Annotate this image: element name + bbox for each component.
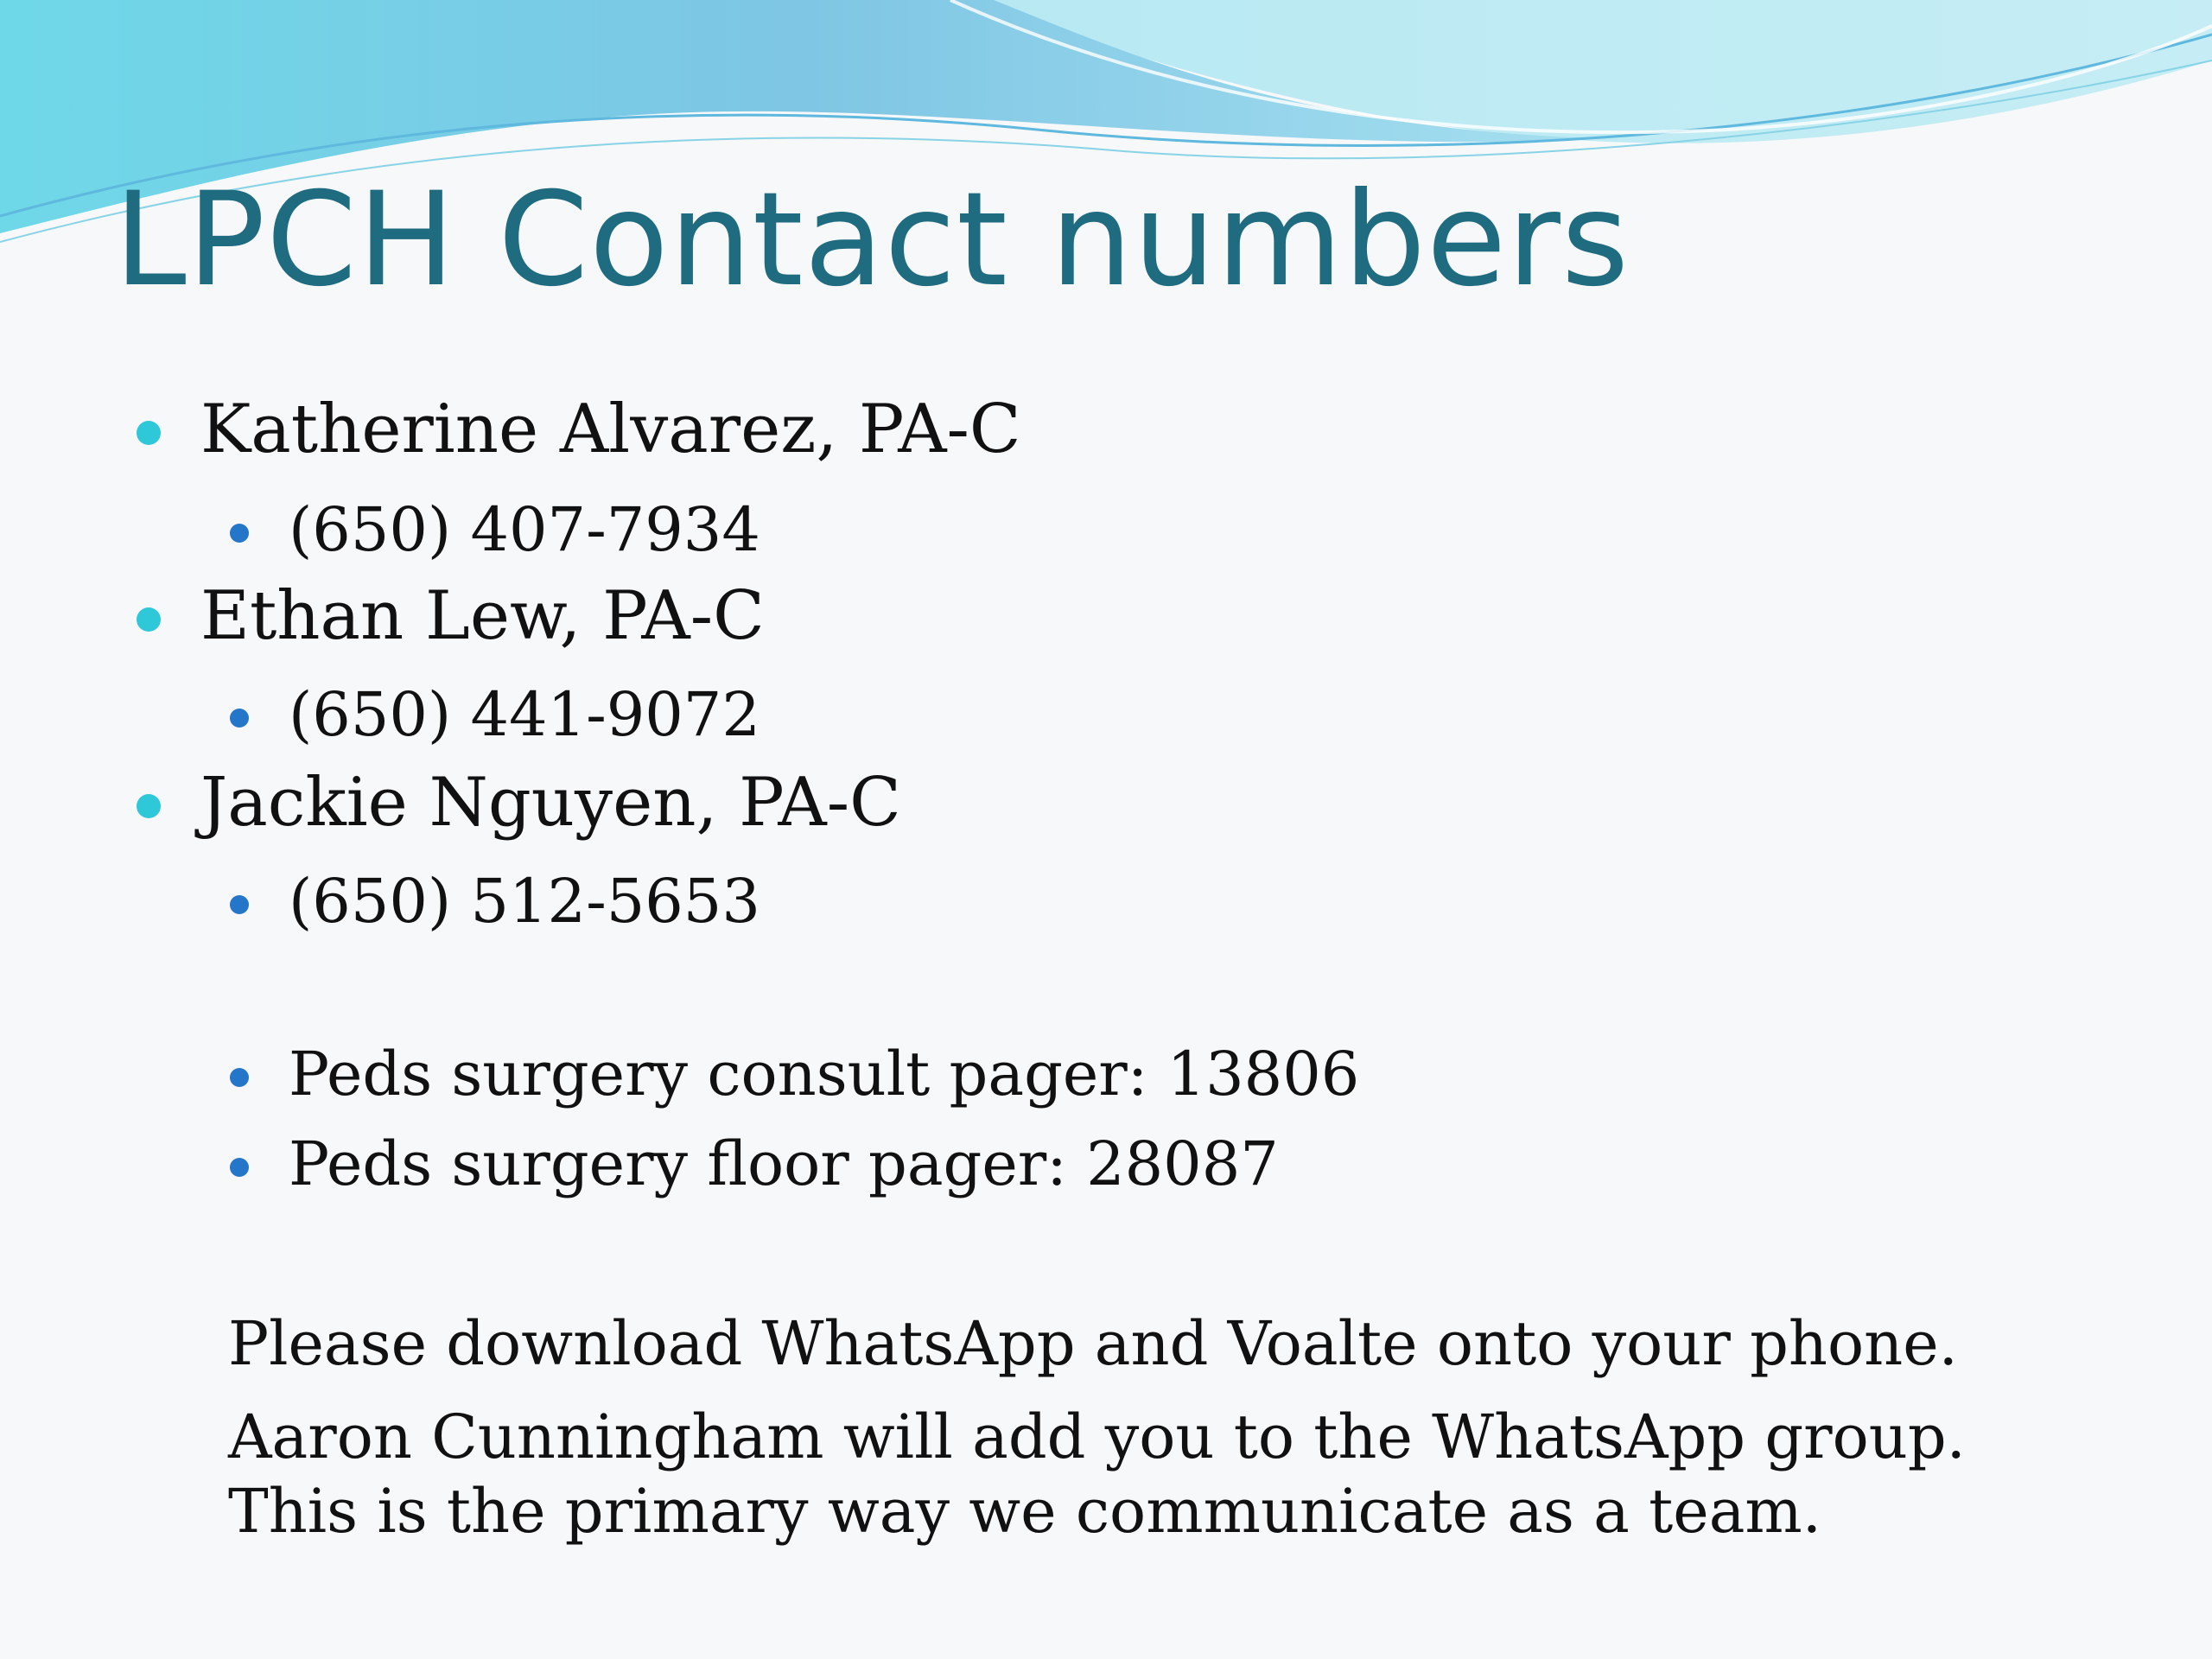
bullet-icon [137, 794, 161, 818]
bullet-icon [137, 421, 161, 445]
contact-phone: (650) 441-9072 [289, 679, 760, 750]
pager-text: Peds surgery consult pager: 13806 [289, 1039, 1360, 1109]
pager-row [230, 1128, 1279, 1199]
slide-title: LPCH Contact numbers [114, 165, 1630, 315]
contact-phone: (650) 407-7934 [289, 494, 760, 565]
pager-text: Peds surgery floor pager: 28087 [289, 1128, 1279, 1199]
bullet-icon [230, 709, 249, 728]
contact-name-row [137, 391, 1021, 468]
pager-row [230, 1039, 1359, 1109]
bullet-icon [230, 1068, 249, 1087]
contact-phone-row [230, 866, 760, 937]
contact-name-row [137, 577, 765, 655]
instruction-note: Please download WhatsApp and Voalte onto your phone. [228, 1308, 1958, 1379]
contact-name-row [137, 764, 901, 842]
contact-phone-row [230, 679, 760, 750]
bullet-icon [137, 607, 161, 632]
contact-name: Ethan Lew, PA-C [200, 577, 765, 655]
bullet-icon [230, 895, 249, 914]
contact-name: Katherine Alvarez, PA-C [200, 391, 1021, 468]
instruction-note: Aaron Cunningham will add you to the WhatsApp group. This is the primary way we communicate as a team. [228, 1402, 1966, 1547]
contact-phone-row [230, 494, 760, 565]
contact-name: Jackie Nguyen, PA-C [200, 764, 901, 842]
bullet-icon [230, 1158, 249, 1177]
bullet-icon [230, 524, 249, 543]
contact-phone: (650) 512-5653 [289, 866, 760, 937]
